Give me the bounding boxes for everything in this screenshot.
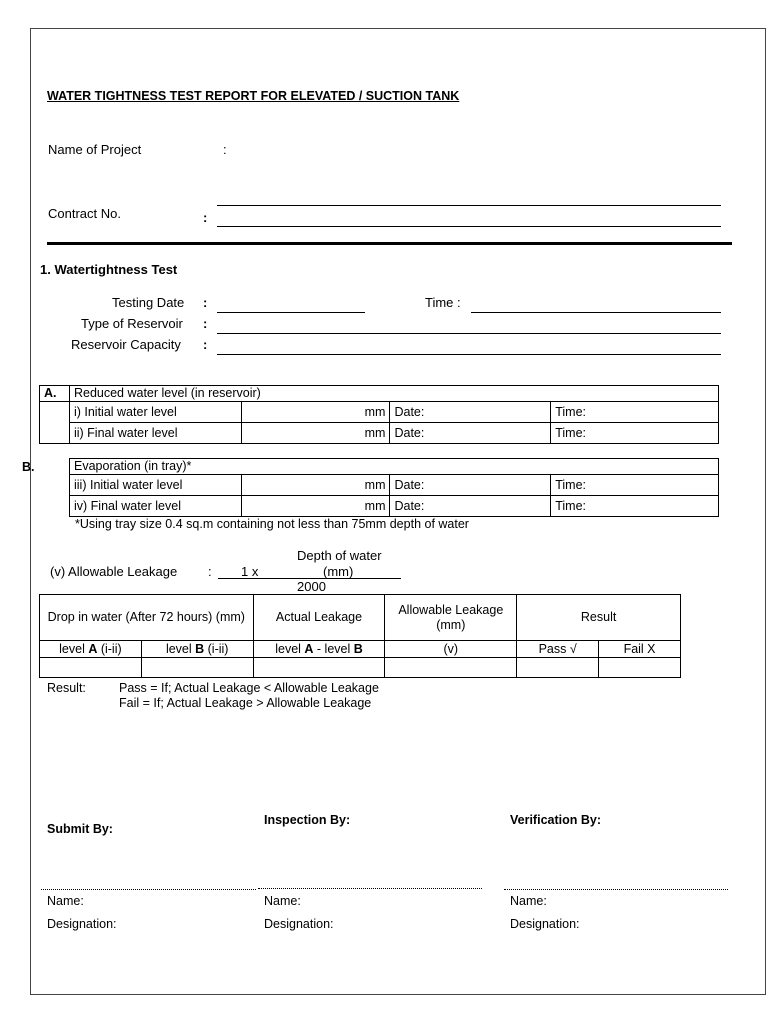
contract-colon: :: [203, 210, 208, 225]
submit-by-label: Submit By:: [47, 822, 113, 836]
table-b: [69, 458, 719, 517]
table-b-row-1-unit: mm: [241, 475, 390, 496]
submit-signature-line: [41, 889, 256, 890]
subheader-pass: Pass √: [517, 641, 599, 658]
header-result: Result: [517, 595, 681, 641]
verification-name: Name:: [510, 894, 547, 908]
capacity-colon: :: [203, 337, 208, 352]
value-fail[interactable]: [599, 658, 681, 678]
formula-numerator-1: Depth of water: [297, 548, 382, 563]
type-reservoir-colon: :: [203, 316, 208, 331]
table-a-row-2-time: Time:: [551, 423, 719, 444]
table-a-row-1-time: Time:: [551, 402, 719, 423]
formula-numerator-2: (mm): [323, 564, 354, 579]
tray-note: *Using tray size 0.4 sq.m containing not less than 75mm depth of water: [75, 517, 469, 531]
inspection-by-label: Inspection By:: [264, 813, 351, 827]
verification-designation: Designation:: [510, 917, 580, 931]
table-b-row-1-label: iii) Initial water level: [70, 475, 242, 496]
result-note-fail: Fail = If; Actual Leakage > Allowable Leakage: [119, 696, 372, 710]
inspection-designation: Designation:: [264, 917, 334, 931]
capacity-line: [217, 354, 721, 355]
table-a-row-1-unit: mm: [241, 402, 390, 423]
result-table: [39, 594, 681, 678]
section-heading: 1. Watertightness Test: [40, 262, 178, 277]
section-divider: [47, 242, 732, 245]
table-a-marker: A.: [40, 386, 70, 402]
table-b-row-2-label: iv) Final water level: [70, 496, 242, 517]
contract-line-2: [217, 226, 721, 227]
submit-name: Name:: [47, 894, 84, 908]
value-level-diff[interactable]: [253, 658, 385, 678]
inspection-name: Name:: [264, 894, 301, 908]
table-a: [39, 385, 719, 444]
table-a-row-1-label: i) Initial water level: [69, 402, 241, 423]
formula-factor: 1 x: [241, 564, 259, 579]
allowable-label: (v) Allowable Leakage: [50, 564, 178, 579]
type-reservoir-label: Type of Reservoir: [81, 316, 183, 331]
table-b-marker: B.: [22, 460, 35, 474]
subheader-v: (v): [385, 641, 517, 658]
subheader-level-diff: level A - level B: [253, 641, 385, 658]
table-b-row-1-time: Time:: [551, 475, 719, 496]
inspection-signature-line: [258, 888, 482, 889]
header-allowable-leakage: Allowable Leakage (mm): [385, 595, 517, 641]
subheader-level-a: level A (i-ii): [40, 641, 142, 658]
table-b-header: Evaporation (in tray)*: [70, 459, 719, 475]
contract-line-1: [217, 205, 721, 206]
result-note-pass: Pass = If; Actual Leakage < Allowable Leakage: [119, 681, 379, 695]
subheader-level-b: level B (i-ii): [141, 641, 253, 658]
submit-designation: Designation:: [47, 917, 117, 931]
capacity-label: Reservoir Capacity: [71, 337, 181, 352]
header-drop-in-water: Drop in water (After 72 hours) (mm): [40, 595, 254, 641]
value-level-b[interactable]: [141, 658, 253, 678]
verification-by-label: Verification By:: [510, 813, 601, 827]
project-label: Name of Project: [48, 142, 142, 157]
document-title: WATER TIGHTNESS TEST REPORT FOR ELEVATED / SUCTION TANK: [47, 89, 460, 103]
time-label: Time :: [425, 295, 461, 310]
testing-date-colon: :: [203, 295, 208, 310]
testing-date-line: [217, 312, 365, 313]
time-line: [471, 312, 721, 313]
project-colon: :: [223, 142, 227, 157]
subheader-fail: Fail X: [599, 641, 681, 658]
value-allowable[interactable]: [385, 658, 517, 678]
table-a-header: Reduced water level (in reservoir): [69, 386, 718, 402]
table-b-row-2-time: Time:: [551, 496, 719, 517]
table-a-row-1-date: Date:: [390, 402, 551, 423]
value-level-a[interactable]: [40, 658, 142, 678]
table-a-row-2-date: Date:: [390, 423, 551, 444]
formula-denominator: 2000: [297, 579, 326, 594]
allowable-colon: :: [208, 564, 212, 579]
value-pass[interactable]: [517, 658, 599, 678]
contract-label: Contract No.: [48, 206, 121, 221]
header-actual-leakage: Actual Leakage: [253, 595, 385, 641]
table-b-row-2-date: Date:: [390, 496, 551, 517]
verification-signature-line: [504, 889, 728, 890]
result-note-label: Result:: [47, 681, 86, 695]
table-a-row-2-unit: mm: [241, 423, 390, 444]
table-a-row-2-label: ii) Final water level: [69, 423, 241, 444]
table-b-row-1-date: Date:: [390, 475, 551, 496]
table-b-row-2-unit: mm: [241, 496, 390, 517]
type-reservoir-line: [217, 333, 721, 334]
testing-date-label: Testing Date: [112, 295, 185, 310]
